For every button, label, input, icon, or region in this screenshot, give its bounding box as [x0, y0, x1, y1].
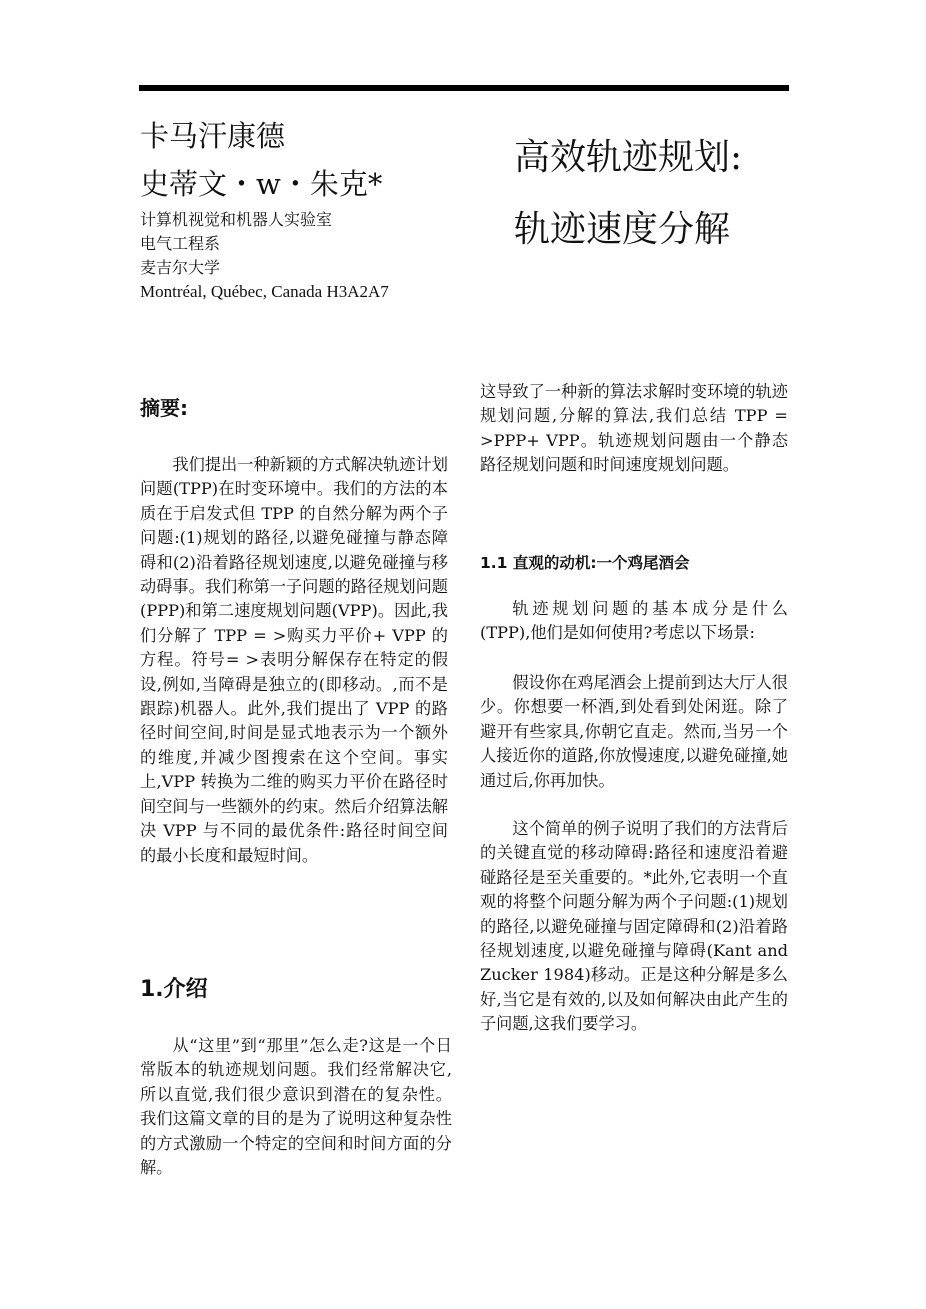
subsection-heading: 1.1 直观的动机:一个鸡尾酒会 [480, 554, 690, 572]
affiliation-dept: 电气工程系 [140, 234, 221, 253]
author-name-2: 史蒂文・w・朱克* [140, 167, 383, 201]
title-line-2: 轨迹速度分解 [514, 209, 731, 250]
paper-title [514, 122, 804, 266]
abstract-text: 我们提出一种新颖的方式解决轨迹计划问题(TPP)在时变环境中。我们的方法的本质在于启发式但 TPP 的自然分解为两个子问题:(1)规划的路径,以避免碰撞与静态障碍和(2)沿着路径规划速度,以避免碰撞与移动碍事。我们称第一子问题的路径规划问题(PPP)和第二速度规划问题(VPP)。因此,我们分解了 TPP = >购买力平价+ VPP 的方程。符号= >表明分解保存在特定的假设,例如,当障碍是独立的(即移动。,而不是跟踪)机器人。此外,我们提出了 VPP 的路径时间空间,时间是显式地表示为一个额外的维度,并减少图搜索在这个空间。事实上,VPP 转换为二维的购买力平价在路径时间空间与一些额外的约束。然后介绍算法解决 VPP 与不同的最优条件:路径时间空间的最小长度和最短时间。 [140, 455, 448, 865]
affiliation-univ: 麦吉尔大学 [140, 258, 221, 277]
intro-heading: 1.介绍 [140, 977, 208, 1002]
author-name-1: 卡马汗康德 [140, 119, 286, 153]
affiliation-address: Montréal, Québec, Canada H3A2A7 [140, 282, 389, 301]
right-paragraph-4: 这个简单的例子说明了我们的方法背后的关键直觉的移动障碍:路径和速度沿着避碰路径是至关重要的。*此外,它表明一个直观的将整个问题分解为两个子问题:(1)规划的路径,以避免碰撞与固定障碍和(2)沿着路径规划速度,以避免碰撞与障碍(Kant and Zucker 1984)移动。正是这种分解是多么好,当它是有效的,以及如何解决由此产生的子问题,这我们要学习。 [480, 819, 788, 1034]
intro-text: 从“这里”到“那里”怎么走?这是一个日常版本的轨迹规划问题。我们经常解决它,所以直觉,我们很少意识到潜在的复杂性。我们这篇文章的目的是为了说明这种复杂性的方式激励一个特定的空间和时间方面的分解。 [140, 1036, 452, 1178]
title-line-1: 高效轨迹规划: [514, 137, 743, 178]
affiliation-lab: 计算机视觉和机器人实验室 [140, 210, 333, 229]
header-rule [139, 85, 789, 91]
right-paragraph-1: 这导致了一种新的算法求解时变环境的轨迹规划问题,分解的算法,我们总结 TPP = >PPP+ VPP。轨迹规划问题由一个静态路径规划问题和时间速度规划问题。 [480, 382, 788, 475]
right-paragraph-3: 假设你在鸡尾酒会上提前到达大厅人很少。你想要一杯酒,到处看到处闲逛。除了避开有些家具,你朝它直走。然而,当另一个人接近你的道路,你放慢速度,以避免碰撞,她通过后,你再加快。 [480, 673, 788, 790]
author-block [140, 112, 470, 304]
right-paragraph-2: 轨迹规划问题的基本成分是什么(TPP),他们是如何使用?考虑以下场景: [480, 599, 788, 643]
abstract-heading: 摘要: [140, 396, 188, 420]
